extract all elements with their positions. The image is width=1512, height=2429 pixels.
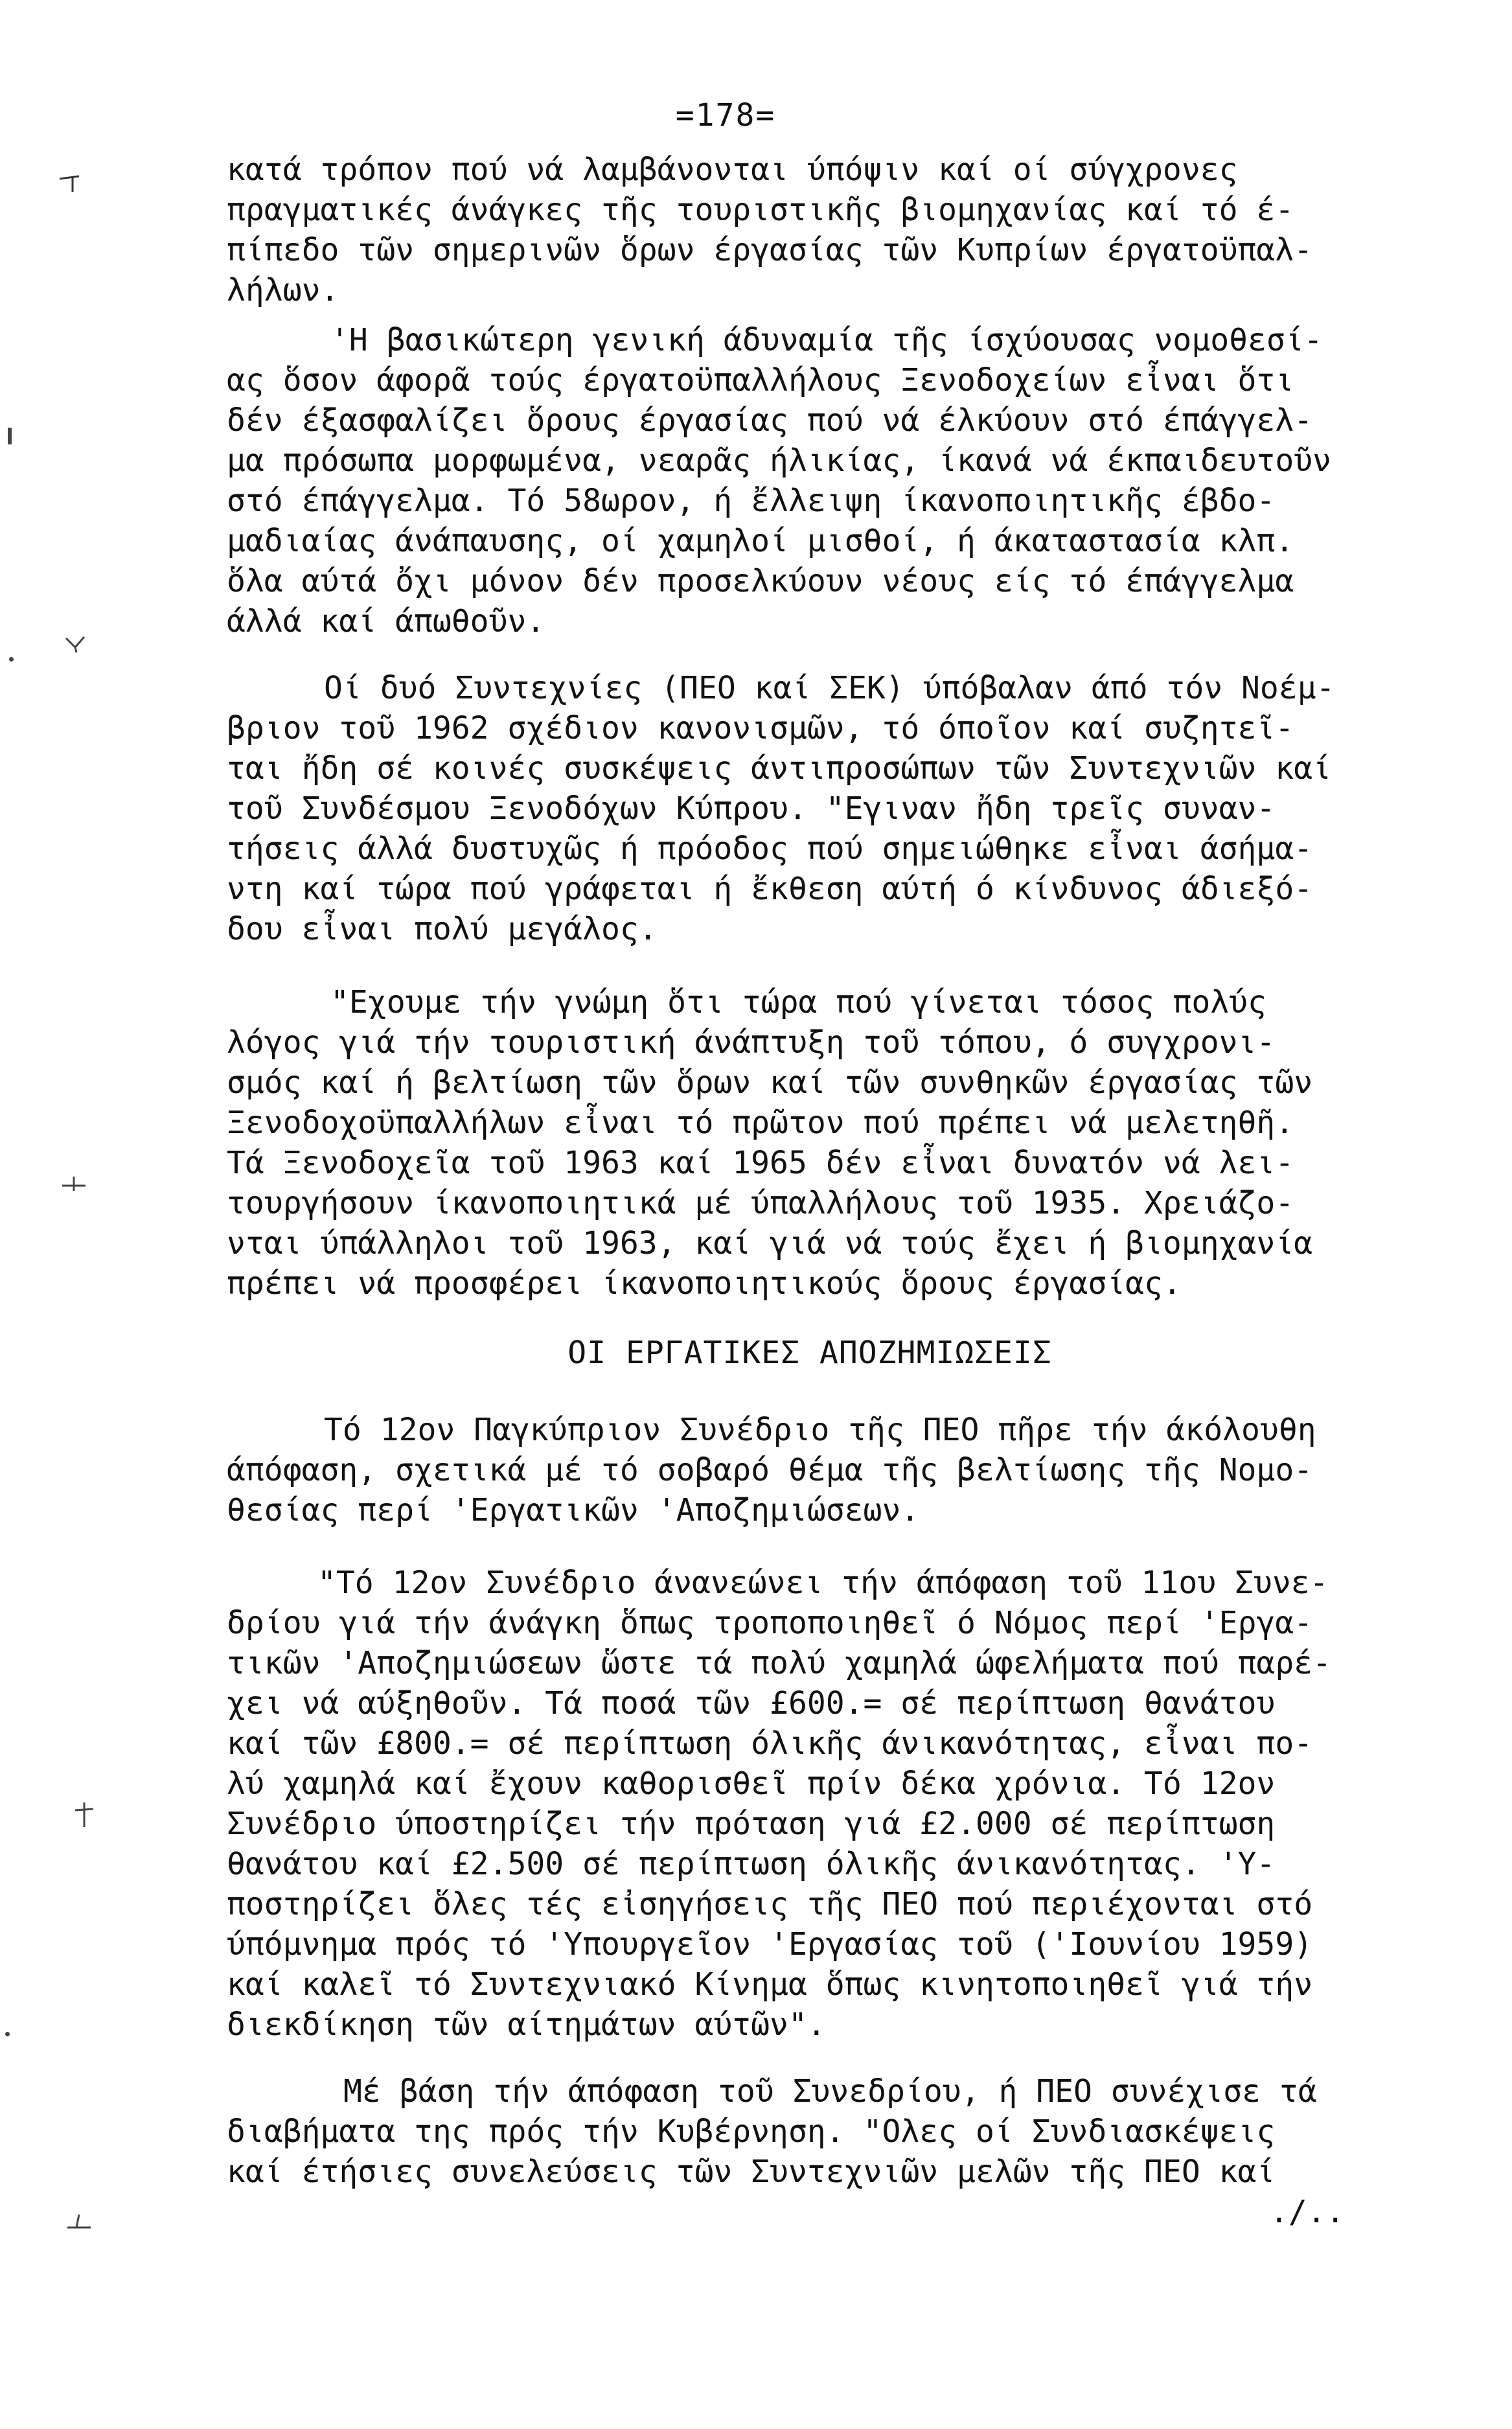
paragraph-5-line-1: Τό 12ον Παγκύπριον Συνέδριο τῆς ΠΕΟ πῆρε τήν άκόλουθη xyxy=(324,1412,1316,1448)
margin-mark-icon xyxy=(57,170,83,196)
margin-mark-icon xyxy=(65,2208,93,2234)
paragraph-4-line-4: Ξενοδοχοϋπαλλήλων εἶναι τό πρῶτον πού πρέπει νά μελετηθῆ. xyxy=(227,1105,1294,1141)
paragraph-6-line-3: τικῶν 'Αποζημιώσεων ὥστε τά πολύ χαμηλά ώφελήματα πού παρέ- xyxy=(227,1645,1332,1681)
paragraph-3-line-7: δου εἶναι πολύ μεγάλος. xyxy=(227,911,658,947)
paragraph-6-line-5: καί τῶν £800.= σέ περίπτωση όλικῆς άνικανότητας, εἶναι πο- xyxy=(227,1725,1313,1762)
paragraph-2-line-2: ας ὅσον άφορᾶ τούς έργατοϋπαλλήλους Ξενοδοχείων εἶναι ὅτι xyxy=(227,362,1294,398)
paragraph-2-line-5: στό έπάγγελμα. Τό 58ωρον, ή ἔλλειψη ίκανοποιητικῆς έβδο- xyxy=(227,483,1276,519)
paragraph-6-line-4: χει νά αύξηθοῦν. Τά ποσά τῶν £600.= σέ περίπτωση θανάτου xyxy=(227,1685,1276,1721)
section-heading: ΟΙ ΕΡΓΑΤΙΚΕΣ ΑΠΟΖΗΜΙΩΣΕΙΣ xyxy=(567,1335,1052,1371)
scan-speck xyxy=(8,428,12,444)
paragraph-6-line-10: ύπόμνημα πρός τό 'Υπουργεῖον 'Εργασίας τοῦ ('Ιουνίου 1959) xyxy=(227,1926,1313,1963)
paragraph-4-line-7: νται ύπάλληλοι τοῦ 1963, καί γιά νά τούς ἔχει ή βιομηχανία xyxy=(227,1225,1313,1261)
paragraph-7-line-2: διαβήματα της πρός τήν Κυβέρνηση. "Ολες οί Συνδιασκέψεις xyxy=(227,2113,1276,2150)
paragraph-3-line-4: τοῦ Συνδέσμου Ξενοδόχων Κύπρου. "Εγιναν ἤδη τρεῖς συναν- xyxy=(227,790,1276,827)
paragraph-1-line-2: πραγματικές άνάγκες τῆς τουριστικῆς βιομηχανίας καί τό έ- xyxy=(227,192,1294,228)
paragraph-3-line-5: τήσεις άλλά δυστυχῶς ή πρόοδος πού σημειώθηκε εἶναι άσήμα- xyxy=(227,831,1313,867)
page-number: =178= xyxy=(675,97,776,133)
paragraph-3-line-6: ντη καί τώρα πού γράφεται ή ἔκθεση αύτή ό κίνδυνος άδιεξό- xyxy=(227,871,1313,907)
paragraph-6-line-11: καί καλεῖ τό Συντεχνιακό Κίνημα ὅπως κινητοποιηθεῖ γιά τήν xyxy=(227,1966,1313,2003)
paragraph-4-line-8: πρέπει νά προσφέρει ίκανοποιητικούς ὅρους έργασίας. xyxy=(227,1265,1182,1302)
margin-mark-icon xyxy=(62,632,88,658)
paragraph-6-line-7: Συνέδριο ύποστηρίζει τήν πρόταση γιά £2.000 σέ περίπτωση xyxy=(227,1806,1276,1842)
paragraph-3-line-3: ται ἤδη σέ κοινές συσκέψεις άντιπροσώπων τῶν Συντεχνιῶν καί xyxy=(227,750,1332,787)
paragraph-2-line-1: 'Η βασικώτερη γενική άδυναμία τῆς ίσχύουσας νομοθεσί- xyxy=(330,322,1323,358)
paragraph-7-line-3: καί έτήσιες συνελεύσεις τῶν Συντεχνιῶν μελῶν τῆς ΠΕΟ καί xyxy=(227,2154,1276,2190)
scan-speck xyxy=(5,2032,10,2036)
paragraph-4-line-2: λόγος γιά τήν τουριστική άνάπτυξη τοῦ τόπου, ό συγχρονι- xyxy=(227,1024,1276,1061)
paragraph-6-line-2: δρίου γιά τήν άνάγκη ὅπως τροποποιηθεῖ ό Νόμος περί 'Εργα- xyxy=(227,1605,1313,1641)
paragraph-2-line-7: ὅλα αύτά ὄχι μόνον δέν προσελκύουν νέους είς τό έπάγγελμα xyxy=(227,563,1294,599)
paragraph-6-line-8: θανάτου καί £2.500 σέ περίπτωση όλικῆς άνικανότητας. 'Υ- xyxy=(227,1846,1276,1882)
margin-mark-icon xyxy=(60,1171,88,1197)
paragraph-5-line-3: θεσίας περί 'Εργατικῶν 'Αποζημιώσεων. xyxy=(227,1492,920,1528)
paragraph-2-line-6: μαδιαίας άνάπαυσης, οί χαμηλοί μισθοί, ή άκαταστασία κλπ. xyxy=(227,523,1294,559)
paragraph-2-line-4: μα πρόσωπα μορφωμένα, νεαρᾶς ήλικίας, ίκανά νά έκπαιδευτοῦν xyxy=(227,443,1332,479)
paragraph-7-line-1: Μέ βάση τήν άπόφαση τοῦ Συνεδρίου, ή ΠΕΟ συνέχισε τά xyxy=(343,2073,1317,2110)
continuation-mark: ./.. xyxy=(1270,2194,1345,2230)
paragraph-4-line-3: σμός καί ή βελτίωση τῶν ὅρων καί τῶν συνθηκῶν έργασίας τῶν xyxy=(227,1065,1313,1101)
paragraph-4-line-6: τουργήσουν ίκανοποιητικά μέ ύπαλλήλους τοῦ 1935. Χρειάζο- xyxy=(227,1185,1294,1221)
paragraph-6-line-9: ποστηρίζει ὅλες τές εἰσηγήσεις τῆς ΠΕΟ πού περιέχονται στό xyxy=(227,1886,1313,1922)
scan-speck xyxy=(9,657,14,662)
paragraph-1-line-1: κατά τρόπον πού νά λαμβάνονται ύπόψιν καί οί σύγχρονες xyxy=(227,152,1238,188)
paragraph-2-line-8: άλλά καί άπωθοῦν. xyxy=(227,603,545,639)
paragraph-5-line-2: άπόφαση, σχετικά μέ τό σοβαρό θέμα τῆς βελτίωσης τῆς Νομο- xyxy=(227,1452,1313,1488)
paragraph-4-line-5: Τά Ξενοδοχεῖα τοῦ 1963 καί 1965 δέν εἶναι δυνατόν νά λει- xyxy=(227,1145,1294,1181)
paragraph-1-line-3: πίπεδο τῶν σημερινῶν ὅρων έργασίας τῶν Κυπρίων έργατοϋπαλ- xyxy=(227,232,1313,268)
paragraph-3-line-1: Οί δυό Συντεχνίες (ΠΕΟ καί ΣΕΚ) ύπόβαλαν άπό τόν Νοέμ- xyxy=(324,670,1335,706)
paragraph-4-line-1: "Εχουμε τήν γνώμη ὅτι τώρα πού γίνεται τόσος πολύς xyxy=(330,984,1266,1020)
paragraph-1-line-4: λήλων. xyxy=(227,272,339,308)
paragraph-6-line-12: διεκδίκηση τῶν αίτημάτων αύτῶν". xyxy=(227,2007,826,2043)
margin-mark-icon xyxy=(73,1800,96,1830)
paragraph-6-line-6: λύ χαμηλά καί ἔχουν καθορισθεῖ πρίν δέκα χρόνια. Τό 12ον xyxy=(227,1766,1276,1802)
paragraph-6-line-1: "Τό 12ον Συνέδριο άνανεώνει τήν άπόφαση τοῦ 11ου Συνε- xyxy=(317,1565,1329,1601)
paragraph-2-line-3: δέν έξασφαλίζει ὅρους έργασίας πού νά έλκύουν στό έπάγγελ- xyxy=(227,402,1313,439)
paragraph-3-line-2: βριον τοῦ 1962 σχέδιον κανονισμῶν, τό όποῖον καί συζητεῖ- xyxy=(227,710,1294,746)
